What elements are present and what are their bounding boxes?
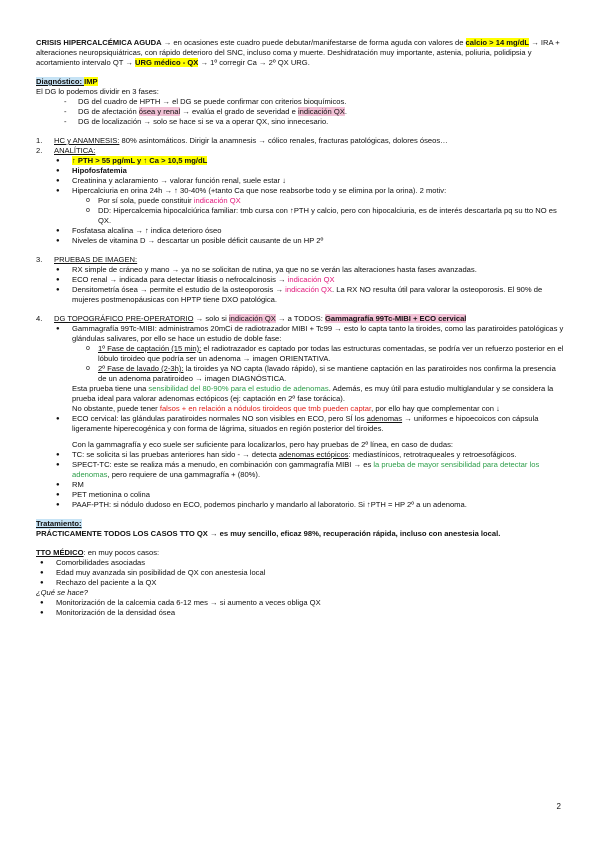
list-item: - DG de localización → solo se hace si se va a operar QX, sino innecesario. bbox=[64, 117, 564, 127]
section-3-heading: 3. PRUEBAS DE IMAGEN: bbox=[36, 255, 138, 264]
list-item: ● Hipofosfatemia bbox=[56, 166, 564, 176]
list-item: ● Gammagrafía 99Tc-MIBI: administramos 20mCi de radiotrazador MIBI + Tc99 → esto lo capta tanto la tiroides, como las paratiroides patológicas y glándulas salivares, por ello se hace un estudio de doble fase: o 1º Fase de captación (15 min): el radiotrazador es captado por todas las estructuras comentadas, se podría ver un refuerzo posterior en el lóbulo tiroideo que podría ser un adenoma → imagen ORIENTATIVA. o 2º Fase de lavado (2-3h): la tiroides ya NO capta (lavado rápido), si se mantiene captación en las paratiroides nos confirma la presencia de un adenoma paratiroideo → imagen DIAGNÓSTICA. Esta prueba tiene una sensibilidad del 80-90% para el estudio de adenomas. Además, es muy útil para estudio multiglandular y se considera la prueba ideal para valorar adenomas ectópicos (ej: captación en 2º fase torácica). No obstante, puede tener falsos + en relación a nódulos tiroideos que tmb pueden captar, por ello hay que complementar con ↓ bbox=[56, 324, 564, 414]
list-item: ● ↑ PTH > 55 pg/mL y ↑ Ca > 10,5 mg/dL bbox=[56, 156, 564, 166]
list-item: ● Monitorización de la calcemia cada 6-12 mes → si aumento a veces obliga QX bbox=[40, 598, 564, 608]
imagen-list bbox=[36, 265, 564, 305]
list-item: ● Rechazo del paciente a la QX bbox=[40, 578, 564, 588]
page-number: 2 bbox=[556, 802, 561, 811]
intro-paragraph: CRISIS HIPERCALCÉMICA AGUDA → en ocasiones este cuadro puede debutar/manifestarse de forma aguda con valores de calcio > 14 mg/dL → IRA + alteraciones neuropsiquiátricas, con rápido deterioro del SNC, incluso coma y muerte. Deshidratación muy importante, astenia, poliuria, polidipsia y acortamiento intervalo QT → URG médico - QX → 1º corregir Ca → 2º QX URG. bbox=[36, 38, 560, 67]
highlight-urg: URG médico - QX bbox=[135, 58, 199, 67]
list-item: ● ECO renal → indicada para detectar litiasis o nefrocalcinosis → indicación QX bbox=[56, 275, 564, 285]
second-line-list bbox=[36, 450, 564, 510]
list-item: ● SPECT-TC: este se realiza más a menudo, en combinación con gammagrafía MIBI → es la prueba de mayor sensibilidad para detectar los adenomas, pero requiere de una gammagrafía + (80%). bbox=[56, 460, 564, 480]
tratamiento-text: PRÁCTICAMENTE TODOS LOS CASOS TTO QX → es muy sencillo, eficaz 98%, recuperación rápida, incluso con anestesia local. bbox=[36, 529, 501, 538]
list-item: ● RM bbox=[56, 480, 564, 490]
section-1: 1. HC y ANAMNESIS: 80% asintomáticos. Dirigir la anamnesis → cólico renales, fracturas patológicas, dolores óseos… bbox=[36, 136, 448, 145]
list-item: ● PET metionina o colina bbox=[56, 490, 564, 500]
list-item: o 2º Fase de lavado (2-3h): la tiroides ya NO capta (lavado rápido), si se mantiene captación en las paratiroides nos confirma la presencia de un adenoma paratiroideo → imagen DIAGNÓSTICA. bbox=[86, 364, 564, 384]
tratamiento-heading: Tratamiento: bbox=[36, 519, 82, 528]
tto-medico-list bbox=[36, 558, 564, 588]
highlight-calcium: calcio > 14 mg/dL bbox=[465, 38, 530, 47]
gammagrafia-note-2: No obstante, puede tener falsos + en relación a nódulos tiroideos que tmb pueden captar, por ello hay que complementar con ↓ bbox=[72, 404, 500, 413]
document-page bbox=[36, 38, 564, 618]
list-item: ● TC: se solicita si las pruebas anteriores han sido - → detecta adenomas ectópicos: mediastínicos, retrotraqueales y retroesofágicos. bbox=[56, 450, 564, 460]
list-item: ● ECO cervical: las glándulas paratiroides normales NO son visibles en ECO, pero SÍ los adenomas → uniformes e hipoecoicos con cápsula ligeramente hiperecogénica y con forma de lágrima, situados en región posterior del tiroides. bbox=[56, 414, 564, 434]
diagnostico-phases bbox=[36, 97, 564, 127]
analitica-list bbox=[36, 156, 564, 246]
list-item: ● RX simple de cráneo y mano → ya no se solicitan de rutina, ya que no se verán las alteraciones hasta fases avanzadas. bbox=[56, 265, 564, 275]
tto-medico-heading: TTO MÉDICO: en muy pocos casos: bbox=[36, 548, 160, 557]
list-item: o 1º Fase de captación (15 min): el radiotrazador es captado por todas las estructuras comentadas, se podría ver un refuerzo posterior en el lóbulo tiroideo que podría ser un adenoma → imagen ORIENTATIVA. bbox=[86, 344, 564, 364]
list-item: ● Comorbilidades asociadas bbox=[40, 558, 564, 568]
monitoring-list bbox=[36, 598, 564, 618]
list-item: o Por sí sola, puede constituir indicación QX bbox=[86, 196, 564, 206]
list-item: ● Edad muy avanzada sin posibilidad de QX con anestesia local bbox=[40, 568, 564, 578]
diagnostico-heading: Diagnóstico: IMP bbox=[36, 77, 98, 86]
list-item: ● PAAF-PTH: si nódulo dudoso en ECO, podemos pincharlo y mandarlo al laboratorio. Si ↑PTH = HP 2º a un adenoma. bbox=[56, 500, 564, 510]
list-item: ● Hipercalciuria en orina 24h → ↑ 30-40% (+tanto Ca que nose reabsorbe todo y se elimina por la orina). 2 motiv: o Por sí sola, puede constituir indicación QX o DD: Hipercalcemia hipocalciúrica familiar: tmb cursa con ↑PTH y calcio, pero con hipocalciuria, es de interés descartarla pq su tto NO es QX. bbox=[56, 186, 564, 226]
list-item: ● Niveles de vitamina D → descartar un posible déficit causante de un HP 2º bbox=[56, 236, 564, 246]
section-2-heading: 2. ANALÍTICA: bbox=[36, 146, 96, 155]
section-4-heading: 4. DG TOPOGRÁFICO PRE-OPERATORIO → solo si indicación QX → a TODOS: Gammagrafía 99Tc-MIBI + ECO cervical bbox=[36, 314, 467, 323]
list-item: - DG de afectación ósea y renal → evalúa el grado de severidad e indicación QX. bbox=[64, 107, 564, 117]
list-item: ● Monitorización de la densidad ósea bbox=[40, 608, 564, 618]
second-line-intro: Con la gammagrafía y eco suele ser suficiente para localizarlos, pero hay pruebas de 2º línea, en caso de dudas: bbox=[72, 440, 453, 449]
gammagrafia-note-1: Esta prueba tiene una sensibilidad del 80-90% para el estudio de adenomas. Además, es muy útil para estudio multiglandular y se considera la prueba ideal para valorar adenomas ectópicos (ej: captación en 2º fase torácica). bbox=[72, 384, 554, 403]
question-line: ¿Qué se hace? bbox=[36, 588, 88, 597]
list-item: ● Creatinina y aclaramiento → valorar función renal, suele estar ↓ bbox=[56, 176, 564, 186]
list-item: - DG del cuadro de HPTH → el DG se puede confirmar con criterios bioquímicos. bbox=[64, 97, 564, 107]
intro-title: CRISIS HIPERCALCÉMICA AGUDA bbox=[36, 38, 162, 47]
list-item: ● Densitometría ósea → permite el estudio de la osteoporosis → indicación QX. La RX NO resulta útil para valorar la osteoporosis. El 90% de mujeres postmenopáusicas con HPTP tiene DXO patológica. bbox=[56, 285, 564, 305]
list-item: o DD: Hipercalcemia hipocalciúrica familiar: tmb cursa con ↑PTH y calcio, pero con hipocalciuria, es de interés descartarla pq su tto NO es QX. bbox=[86, 206, 564, 226]
diagnostico-intro: El DG lo podemos dividir en 3 fases: bbox=[36, 87, 159, 96]
topografico-list bbox=[36, 324, 564, 434]
list-item: ● Fosfatasa alcalina → ↑ indica deterioro óseo bbox=[56, 226, 564, 236]
